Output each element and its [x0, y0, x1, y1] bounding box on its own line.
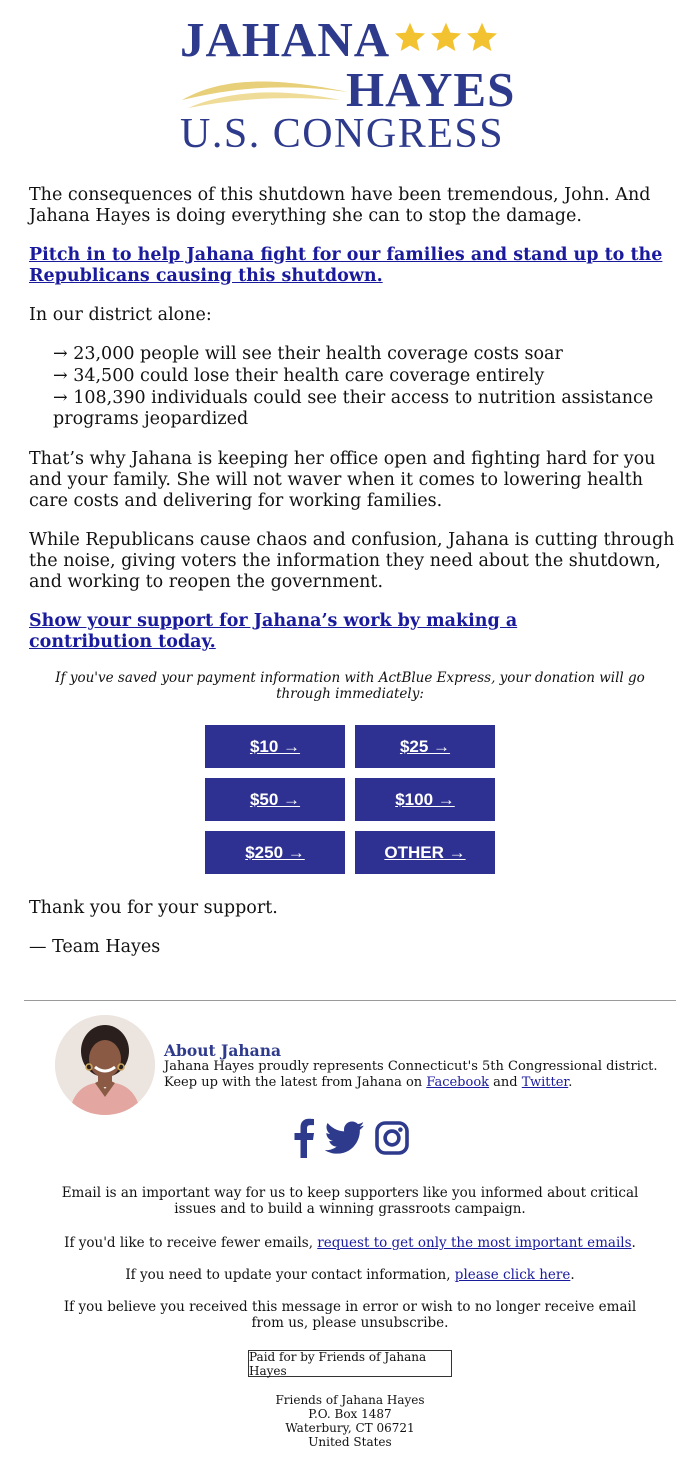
address-line: Waterbury, CT 06721	[285, 1421, 415, 1435]
update-contact-note	[50, 1267, 650, 1283]
avatar	[55, 1015, 155, 1115]
swoosh-graphic	[180, 70, 350, 112]
district-intro: In our district alone:	[29, 305, 212, 325]
list-item: → 34,500 could lose their health care coverage entirely	[53, 366, 545, 386]
campaign-logo	[180, 12, 525, 157]
about-line-2-prefix: Keep up with the latest from Jahana on	[164, 1075, 423, 1090]
fewer-emails-link[interactable]: request to get only the most important emails	[317, 1235, 632, 1251]
donate-10-button[interactable]: $10 →	[205, 725, 345, 768]
update-contact-link[interactable]: please click here	[454, 1267, 571, 1283]
logo-first-name: JAHANA	[180, 12, 391, 67]
donate-25-button[interactable]: $25 →	[355, 725, 495, 768]
fewer-emails-suffix: .	[631, 1235, 636, 1251]
divider	[24, 1000, 676, 1001]
donate-50-button[interactable]: $50 →	[205, 778, 345, 821]
list-item: → 23,000 people will see their health coverage costs soar	[53, 344, 563, 364]
address-line: United States	[308, 1435, 392, 1449]
logo-stars	[392, 20, 500, 56]
twitter-icon[interactable]	[325, 1121, 365, 1159]
about-title: About Jahana	[164, 1041, 282, 1060]
fewer-emails-note	[50, 1235, 650, 1251]
mailing-address	[200, 1393, 500, 1449]
social-icons	[290, 1118, 410, 1162]
instagram-icon[interactable]	[374, 1120, 410, 1160]
donate-link-primary[interactable]: Pitch in to help Jahana fight for our families and stand up to the Republicans causing this shutdown.	[29, 245, 663, 286]
intro-paragraph: The consequences of this shutdown have been tremendous, John. And Jahana Hayes is doing everything she can to stop the damage.	[29, 185, 651, 226]
paragraph-office-open: That’s why Jahana is keeping her office open and fighting hard for you and your family. She will not waver when it comes to lowering health care costs and delivering for working families.	[29, 449, 656, 511]
address-line: P.O. Box 1487	[308, 1407, 392, 1421]
about-period: .	[568, 1075, 573, 1090]
paid-for-disclaimer: Paid for by Friends of Jahana Hayes	[248, 1350, 452, 1377]
thanks-text: Thank you for your support.	[29, 898, 278, 918]
donate-link-secondary[interactable]: Show your support for Jahana’s work by making a contribution today.	[29, 611, 518, 652]
update-contact-prefix: If you need to update your contact information,	[125, 1267, 451, 1283]
logo-last-name: HAYES	[346, 62, 516, 117]
about-text	[164, 1059, 664, 1091]
candidate-portrait	[55, 1015, 155, 1115]
donate-100-button[interactable]: $100 →	[355, 778, 495, 821]
actblue-express-note: If you've saved your payment information with ActBlue Express, your donation will go through immediately:	[55, 670, 645, 702]
update-contact-suffix: .	[570, 1267, 575, 1283]
star-icon	[392, 20, 428, 56]
address-line: Friends of Jahana Hayes	[275, 1393, 425, 1407]
unsubscribe-note[interactable]: If you believe you received this message in error or wish to no longer receive email from us, please unsubscribe.	[63, 1299, 637, 1331]
star-icon	[428, 20, 464, 56]
about-and-text: and	[493, 1075, 518, 1090]
facebook-link[interactable]: Facebook	[426, 1075, 490, 1090]
fewer-emails-prefix: If you'd like to receive fewer emails,	[64, 1235, 313, 1251]
about-line-1: Jahana Hayes proudly represents Connecticut's 5th Congressional district.	[164, 1059, 658, 1074]
donate-other-button[interactable]: OTHER →	[355, 831, 495, 874]
list-item: → 108,390 individuals could see their access to nutrition assistance programs jeopardized	[53, 388, 654, 429]
star-icon	[464, 20, 500, 56]
facebook-icon[interactable]	[290, 1118, 316, 1162]
donate-250-button[interactable]: $250 →	[205, 831, 345, 874]
logo-subtitle: U.S. CONGRESS	[180, 111, 505, 157]
twitter-link[interactable]: Twitter	[521, 1075, 569, 1090]
paragraph-chaos: While Republicans cause chaos and confusion, Jahana is cutting through the noise, giving voters the information they need about the shutdown, and working to reopen the government.	[29, 530, 675, 592]
email-importance-note: Email is an important way for us to keep supporters like you informed about critical issues and to build a winning grassroots campaign.	[61, 1185, 639, 1217]
signoff-text: — Team Hayes	[29, 937, 161, 957]
about-line-2	[164, 1075, 664, 1091]
